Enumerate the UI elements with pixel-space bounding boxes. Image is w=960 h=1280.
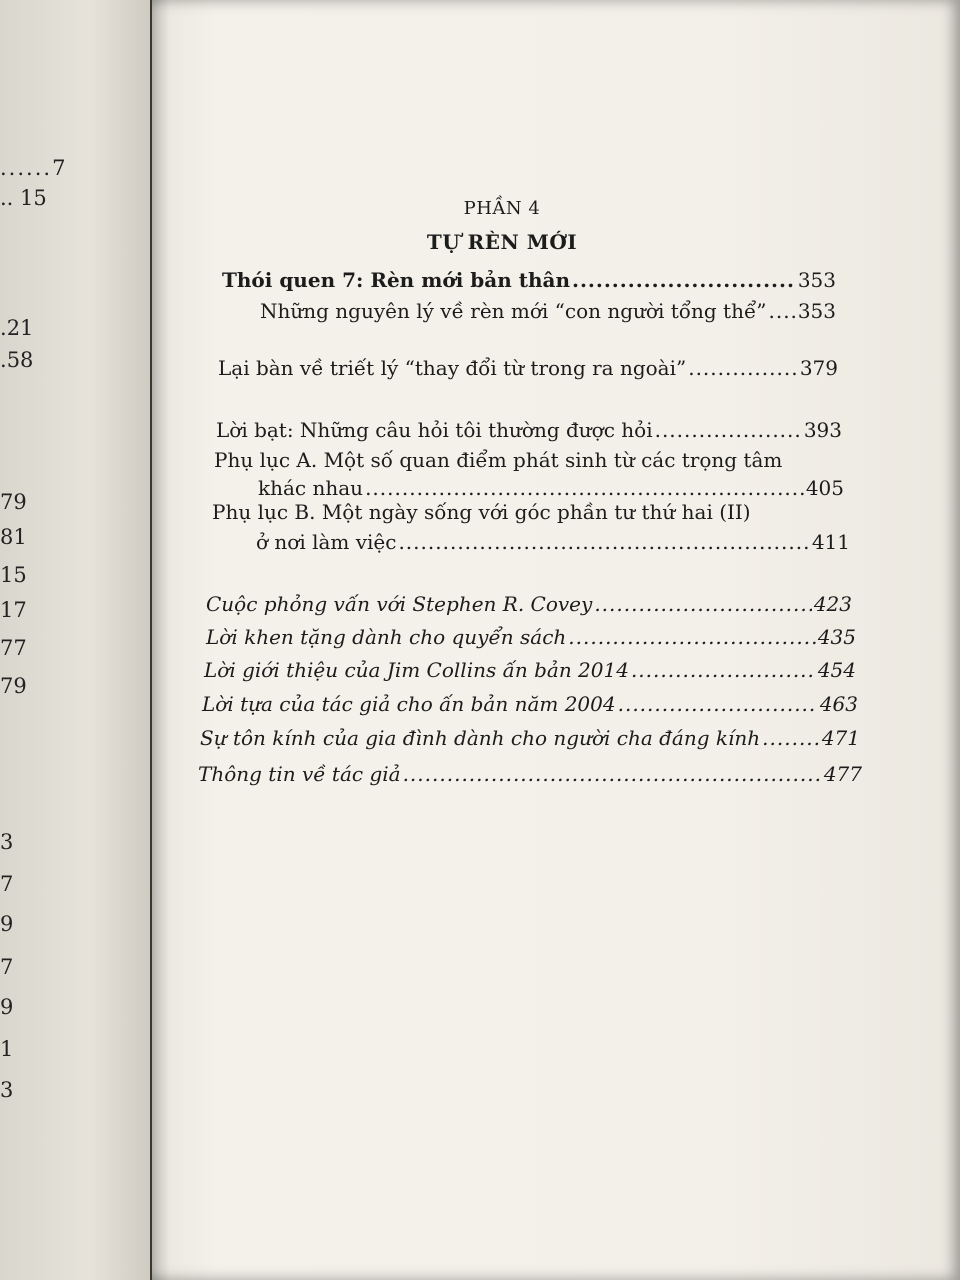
toc-entry-page: 353 (797, 268, 836, 292)
left-page-number: 9 (0, 912, 14, 936)
left-page-number: 7 (0, 872, 14, 896)
toc-entry[interactable] (222, 268, 836, 292)
toc-entry[interactable] (206, 625, 856, 649)
toc-entry-title: Sự tôn kính của gia đình dành cho người cha đáng kính (200, 726, 761, 750)
toc-entry[interactable] (204, 658, 856, 682)
toc-entry[interactable] (260, 299, 836, 323)
toc-entry-page: 454 (817, 658, 856, 682)
toc-entry-title: Những nguyên lý về rèn mới “con người tổng thể” (260, 299, 767, 323)
toc-entry-title: Thông tin về tác giả (198, 762, 401, 786)
dot-leader (572, 268, 796, 292)
left-page-edge (0, 0, 150, 1280)
dot-leader (365, 476, 804, 500)
toc-entry-title-cont: khác nhau (258, 476, 364, 500)
toc-entry[interactable] (206, 592, 852, 616)
toc-entry[interactable] (258, 476, 844, 500)
section-title: TỰ RÈN MỚI (426, 230, 578, 254)
toc-entry-title[interactable]: Phụ lục A. Một số quan điểm phát sinh từ các trọng tâm (214, 448, 783, 472)
toc-entry-page: 379 (799, 356, 838, 380)
toc-entry-title: Lời tựa của tác giả cho ấn bản năm 2004 (202, 692, 616, 716)
dot-leader (594, 592, 811, 616)
left-page-number: ......7 (0, 156, 66, 180)
toc-entry-page: 435 (817, 625, 856, 649)
section-label: PHẦN 4 (463, 198, 541, 219)
toc-entry-title: Lời giới thiệu của Jim Collins ấn bản 2014 (204, 658, 629, 682)
toc-entry-page: 463 (819, 692, 858, 716)
dot-leader (398, 530, 809, 554)
dot-leader (618, 692, 818, 716)
toc-entry[interactable] (202, 692, 858, 716)
toc-entry-title: Cuộc phỏng vấn với Stephen R. Covey (206, 592, 593, 616)
left-page-number: 7 (0, 955, 14, 979)
left-page-number: 79 (0, 490, 27, 514)
toc-entry[interactable] (198, 762, 862, 786)
left-page-number: .58 (0, 348, 34, 372)
toc-entry[interactable] (216, 418, 842, 442)
left-page-number: 3 (0, 1078, 14, 1102)
dot-leader (768, 299, 795, 323)
left-page-number: .21 (0, 316, 34, 340)
toc-entry-title-cont: ở nơi làm việc (256, 530, 397, 554)
dot-leader (688, 356, 798, 380)
toc-entry-title: Lời khen tặng dành cho quyển sách (206, 625, 567, 649)
toc-entry-title: Thói quen 7: Rèn mới bản thân (222, 268, 570, 292)
dot-leader (762, 726, 820, 750)
dot-leader (568, 625, 816, 649)
toc-entry-page: 411 (811, 530, 850, 554)
toc-entry-page: 471 (821, 726, 860, 750)
left-page-number: 79 (0, 674, 27, 698)
dot-leader (403, 762, 822, 786)
left-page-number: 15 (0, 563, 27, 587)
left-page-number: 3 (0, 830, 14, 854)
toc-entry-title[interactable]: Phụ lục B. Một ngày sống với góc phần tư thứ hai (II) (212, 500, 751, 524)
toc-entry-page: 477 (823, 762, 862, 786)
toc-entry-page: 393 (803, 418, 842, 442)
toc-entry[interactable] (256, 530, 850, 554)
left-page-number: .. 15 (0, 186, 47, 210)
left-page-number: 1 (0, 1037, 14, 1061)
toc-entry[interactable] (218, 356, 838, 380)
left-page-number: 77 (0, 636, 27, 660)
left-page-number: 81 (0, 525, 27, 549)
toc-entry-title: Lời bạt: Những câu hỏi tôi thường được hỏi (216, 418, 653, 442)
toc-entry-page: 405 (805, 476, 844, 500)
dot-leader (631, 658, 816, 682)
toc-entry[interactable] (200, 726, 860, 750)
left-page-number: 9 (0, 995, 14, 1019)
toc-entry-page: 353 (797, 299, 836, 323)
dot-leader (655, 418, 802, 442)
left-page-number: 17 (0, 598, 27, 622)
toc-entry-page: 423 (813, 592, 852, 616)
toc-entry-title: Lại bàn về triết lý “thay đổi từ trong ra ngoài” (218, 356, 687, 380)
